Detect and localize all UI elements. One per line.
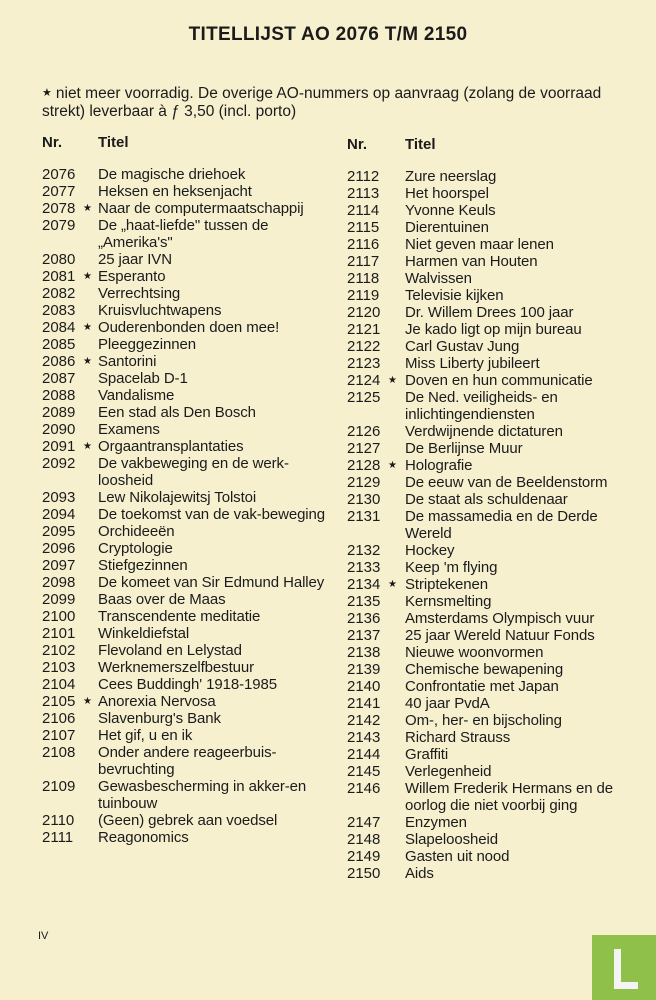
list-item bbox=[347, 542, 647, 559]
column-header bbox=[347, 136, 647, 156]
item-number: 2123 bbox=[347, 355, 381, 372]
page-title: TITELLIJST AO 2076 T/M 2150 bbox=[188, 24, 468, 45]
list-item bbox=[42, 744, 342, 778]
item-title: Heksen en heksenjacht bbox=[98, 183, 252, 200]
list-item bbox=[347, 780, 647, 814]
item-number: 2095 bbox=[42, 523, 76, 540]
item-title: Enzymen bbox=[405, 814, 467, 831]
item-number: 2091 bbox=[42, 438, 76, 455]
item-title: Spacelab D-1 bbox=[98, 370, 188, 387]
item-number: 2121 bbox=[347, 321, 381, 338]
list-item bbox=[347, 219, 647, 236]
list-item bbox=[347, 593, 647, 610]
list-item bbox=[347, 627, 647, 644]
item-number: 2106 bbox=[42, 710, 76, 727]
item-title: Televisie kijken bbox=[405, 287, 504, 304]
star-icon: ★ bbox=[83, 322, 92, 333]
list-item bbox=[42, 557, 342, 574]
item-number: 2076 bbox=[42, 166, 76, 183]
list-item bbox=[42, 693, 342, 710]
list-item bbox=[42, 608, 342, 625]
list-item bbox=[42, 625, 342, 642]
item-title: Flevoland en Lelystad bbox=[98, 642, 242, 659]
list-item bbox=[347, 372, 647, 389]
item-title: Cryptologie bbox=[98, 540, 173, 557]
item-title: Doven en hun communicatie bbox=[405, 372, 593, 389]
list-item bbox=[347, 304, 647, 321]
item-title: Het gif, u en ik bbox=[98, 727, 193, 744]
item-number: 2085 bbox=[42, 336, 76, 353]
item-title: Werknemerszelfbestuur bbox=[98, 659, 255, 676]
item-number: 2137 bbox=[347, 627, 381, 644]
item-number: 2148 bbox=[347, 831, 381, 848]
item-number: 2145 bbox=[347, 763, 381, 780]
title-list-right bbox=[347, 136, 647, 882]
header-titel: Titel bbox=[405, 136, 436, 153]
list-item bbox=[42, 710, 342, 727]
item-title: De „haat-liefde" tussen de „Amerika's" bbox=[98, 217, 269, 251]
item-number: 2092 bbox=[42, 455, 76, 472]
item-title: Verdwijnende dictaturen bbox=[405, 423, 563, 440]
header-titel: Titel bbox=[98, 134, 129, 151]
item-title: Graffiti bbox=[405, 746, 449, 763]
item-title: Niet geven maar lenen bbox=[405, 236, 554, 253]
item-title: Walvissen bbox=[405, 270, 472, 287]
item-number: 2125 bbox=[347, 389, 381, 406]
list-item bbox=[42, 370, 342, 387]
list-item bbox=[42, 574, 342, 591]
list-item bbox=[347, 202, 647, 219]
item-title: Transcendente meditatie bbox=[98, 608, 261, 625]
item-title: Willem Frederik Hermans en de oorlog die niet voorbij ging bbox=[405, 780, 613, 814]
list-item bbox=[347, 559, 647, 576]
item-title: Een stad als Den Bosch bbox=[98, 404, 256, 421]
item-number: 2093 bbox=[42, 489, 76, 506]
list-item bbox=[42, 404, 342, 421]
item-number: 2120 bbox=[347, 304, 381, 321]
item-title: Hockey bbox=[405, 542, 455, 559]
item-number: 2112 bbox=[347, 168, 380, 185]
list-item bbox=[347, 440, 647, 457]
list-item bbox=[42, 387, 342, 404]
item-number: 2083 bbox=[42, 302, 76, 319]
item-number: 2143 bbox=[347, 729, 381, 746]
item-title: 25 jaar Wereld Natuur Fonds bbox=[405, 627, 595, 644]
item-number: 2096 bbox=[42, 540, 76, 557]
item-number: 2119 bbox=[347, 287, 380, 304]
item-number: 2107 bbox=[42, 727, 76, 744]
item-number: 2129 bbox=[347, 474, 381, 491]
list-item bbox=[347, 746, 647, 763]
item-title: (Geen) gebrek aan voedsel bbox=[98, 812, 278, 829]
item-number: 2116 bbox=[347, 236, 380, 253]
item-number: 2135 bbox=[347, 593, 381, 610]
item-title: Winkeldiefstal bbox=[98, 625, 190, 642]
item-title: Anorexia Nervosa bbox=[98, 693, 216, 710]
list-item bbox=[347, 695, 647, 712]
list-item bbox=[42, 353, 342, 370]
item-number: 2104 bbox=[42, 676, 76, 693]
column-header bbox=[42, 134, 342, 154]
item-title: Kruisvluchtwapens bbox=[98, 302, 222, 319]
item-number: 2089 bbox=[42, 404, 76, 421]
item-title: Nieuwe woonvormen bbox=[405, 644, 544, 661]
item-title: De eeuw van de Beeldenstorm bbox=[405, 474, 608, 491]
item-title: De staat als schuldenaar bbox=[405, 491, 568, 508]
list-item bbox=[42, 319, 342, 336]
item-number: 2108 bbox=[42, 744, 76, 761]
item-number: 2130 bbox=[347, 491, 381, 508]
item-title: Verlegenheid bbox=[405, 763, 492, 780]
list-item bbox=[347, 848, 647, 865]
list-item bbox=[347, 814, 647, 831]
item-title: De vakbeweging en de werk-loosheid bbox=[98, 455, 289, 489]
publisher-logo bbox=[592, 935, 656, 1000]
item-number: 2102 bbox=[42, 642, 76, 659]
item-title: Chemische bewapening bbox=[405, 661, 564, 678]
item-number: 2138 bbox=[347, 644, 381, 661]
list-item bbox=[347, 185, 647, 202]
item-number: 2147 bbox=[347, 814, 381, 831]
item-number: 2150 bbox=[347, 865, 381, 882]
list-item bbox=[347, 321, 647, 338]
item-number: 2134 bbox=[347, 576, 381, 593]
list-item bbox=[42, 268, 342, 285]
item-title: Het hoorspel bbox=[405, 185, 489, 202]
list-item bbox=[347, 253, 647, 270]
item-number: 2136 bbox=[347, 610, 381, 627]
list-item bbox=[42, 506, 342, 523]
list-item bbox=[42, 489, 342, 506]
item-number: 2087 bbox=[42, 370, 76, 387]
item-title: Zure neerslag bbox=[405, 168, 497, 185]
item-title: Richard Strauss bbox=[405, 729, 511, 746]
item-title: De Berlijnse Muur bbox=[405, 440, 523, 457]
list-item bbox=[42, 251, 342, 268]
item-number: 2113 bbox=[347, 185, 380, 202]
item-title: Ouderenbonden doen mee! bbox=[98, 319, 280, 336]
item-title: Pleeggezinnen bbox=[98, 336, 196, 353]
item-number: 2077 bbox=[42, 183, 76, 200]
item-number: 2126 bbox=[347, 423, 381, 440]
item-title: Gewasbescherming in akker-en tuinbouw bbox=[98, 778, 307, 812]
item-title: Miss Liberty jubileert bbox=[405, 355, 540, 372]
list-item bbox=[347, 423, 647, 440]
item-number: 2080 bbox=[42, 251, 76, 268]
item-title: Gasten uit nood bbox=[405, 848, 510, 865]
item-title: De Ned. veiligheids- en inlichtingendiensten bbox=[405, 389, 558, 423]
item-number: 2088 bbox=[42, 387, 76, 404]
list-item bbox=[347, 287, 647, 304]
item-number: 2127 bbox=[347, 440, 381, 457]
list-item bbox=[347, 831, 647, 848]
item-number: 2131 bbox=[347, 508, 381, 525]
item-title: Naar de computermaatschappij bbox=[98, 200, 304, 217]
star-icon: ★ bbox=[388, 460, 397, 471]
list-item bbox=[347, 644, 647, 661]
item-number: 2090 bbox=[42, 421, 76, 438]
item-title: Lew Nikolajewitsj Tolstoi bbox=[98, 489, 257, 506]
item-number: 2099 bbox=[42, 591, 76, 608]
item-number: 2132 bbox=[347, 542, 381, 559]
item-number: 2139 bbox=[347, 661, 381, 678]
list-item bbox=[42, 778, 342, 812]
list-item bbox=[347, 236, 647, 253]
item-number: 2117 bbox=[347, 253, 380, 270]
list-item bbox=[42, 591, 342, 608]
item-number: 2097 bbox=[42, 557, 76, 574]
star-icon: ★ bbox=[388, 579, 397, 590]
item-title: Esperanto bbox=[98, 268, 166, 285]
item-title: Keep 'm flying bbox=[405, 559, 498, 576]
item-title: Je kado ligt op mijn bureau bbox=[405, 321, 582, 338]
item-number: 2079 bbox=[42, 217, 76, 234]
list-item bbox=[42, 659, 342, 676]
list-item bbox=[347, 763, 647, 780]
item-title: Slapeloosheid bbox=[405, 831, 498, 848]
list-item bbox=[347, 338, 647, 355]
item-number: 2115 bbox=[347, 219, 380, 236]
header-nr: Nr. bbox=[42, 134, 63, 151]
item-title: Harmen van Houten bbox=[405, 253, 538, 270]
list-item bbox=[347, 168, 647, 185]
list-item bbox=[42, 540, 342, 557]
list-item bbox=[347, 355, 647, 372]
item-number: 2122 bbox=[347, 338, 381, 355]
item-number: 2111 bbox=[42, 829, 74, 846]
star-icon: ★ bbox=[83, 271, 92, 282]
list-item bbox=[42, 455, 342, 489]
item-title: Orgaantransplantaties bbox=[98, 438, 244, 455]
title-list-left bbox=[42, 134, 342, 846]
item-title: Om-, her- en bijscholing bbox=[405, 712, 562, 729]
list-item bbox=[347, 474, 647, 491]
item-number: 2084 bbox=[42, 319, 76, 336]
list-item bbox=[347, 457, 647, 474]
star-icon: ★ bbox=[83, 696, 92, 707]
item-title: Dr. Willem Drees 100 jaar bbox=[405, 304, 574, 321]
item-number: 2140 bbox=[347, 678, 381, 695]
item-title: Reagonomics bbox=[98, 829, 189, 846]
item-title: Holografie bbox=[405, 457, 473, 474]
star-icon: ★ bbox=[83, 356, 92, 367]
item-number: 2146 bbox=[347, 780, 381, 797]
item-title: De komeet van Sir Edmund Halley bbox=[98, 574, 325, 591]
item-title: Verrechtsing bbox=[98, 285, 181, 302]
item-number: 2114 bbox=[347, 202, 380, 219]
list-item bbox=[347, 865, 647, 882]
item-number: 2110 bbox=[42, 812, 75, 829]
list-item bbox=[347, 389, 647, 423]
list-item bbox=[347, 712, 647, 729]
list-item bbox=[347, 729, 647, 746]
item-title: Stiefgezinnen bbox=[98, 557, 188, 574]
item-title: Aids bbox=[405, 865, 434, 882]
item-title: Kernsmelting bbox=[405, 593, 492, 610]
item-title: Onder andere reageerbuis-bevruchting bbox=[98, 744, 277, 778]
item-title: Confrontatie met Japan bbox=[405, 678, 559, 695]
item-number: 2103 bbox=[42, 659, 76, 676]
star-icon: ★ bbox=[83, 441, 92, 452]
list-item bbox=[42, 302, 342, 319]
item-number: 2118 bbox=[347, 270, 380, 287]
item-number: 2141 bbox=[347, 695, 381, 712]
item-number: 2105 bbox=[42, 693, 76, 710]
availability-note bbox=[42, 84, 638, 121]
list-item bbox=[42, 217, 342, 251]
list-item bbox=[347, 576, 647, 593]
list-item bbox=[347, 508, 647, 542]
list-item bbox=[42, 642, 342, 659]
item-number: 2098 bbox=[42, 574, 76, 591]
item-number: 2142 bbox=[347, 712, 381, 729]
list-item bbox=[42, 183, 342, 200]
item-title: De toekomst van de vak-beweging bbox=[98, 506, 326, 523]
list-item bbox=[347, 678, 647, 695]
header-nr: Nr. bbox=[347, 136, 368, 153]
list-item bbox=[347, 491, 647, 508]
item-title: 25 jaar IVN bbox=[98, 251, 172, 268]
item-number: 2149 bbox=[347, 848, 381, 865]
star-icon: ★ bbox=[83, 203, 92, 214]
item-title: Yvonne Keuls bbox=[405, 202, 496, 219]
list-item bbox=[347, 661, 647, 678]
list-item bbox=[42, 285, 342, 302]
item-title: Vandalisme bbox=[98, 387, 175, 404]
note-text: niet meer voorradig. De overige AO-nummers op aanvraag (zolang de voorraad strekt) leverbaar à ƒ 3,50 (incl. porto) bbox=[42, 85, 602, 120]
list-item bbox=[347, 610, 647, 627]
list-item bbox=[42, 438, 342, 455]
item-title: De massamedia en de Derde Wereld bbox=[405, 508, 598, 542]
list-item bbox=[42, 336, 342, 353]
item-title: Baas over de Maas bbox=[98, 591, 226, 608]
item-title: Dierentuinen bbox=[405, 219, 489, 236]
item-title: Examens bbox=[98, 421, 160, 438]
item-number: 2081 bbox=[42, 268, 76, 285]
item-number: 2144 bbox=[347, 746, 381, 763]
star-icon: ★ bbox=[388, 375, 397, 386]
item-title: 40 jaar PvdA bbox=[405, 695, 490, 712]
list-item bbox=[42, 166, 342, 183]
item-number: 2124 bbox=[347, 372, 381, 389]
item-number: 2100 bbox=[42, 608, 76, 625]
item-number: 2094 bbox=[42, 506, 76, 523]
item-title: Carl Gustav Jung bbox=[405, 338, 520, 355]
item-title: De magische driehoek bbox=[98, 166, 246, 183]
list-item bbox=[42, 676, 342, 693]
item-number: 2086 bbox=[42, 353, 76, 370]
list-item bbox=[42, 200, 342, 217]
page-number: IV bbox=[38, 930, 49, 942]
list-item bbox=[42, 829, 342, 846]
item-title: Cees Buddingh' 1918-1985 bbox=[98, 676, 277, 693]
item-title: Santorini bbox=[98, 353, 157, 370]
list-item bbox=[42, 421, 342, 438]
item-title: Striptekenen bbox=[405, 576, 489, 593]
list-item bbox=[42, 727, 342, 744]
item-number: 2078 bbox=[42, 200, 76, 217]
star-icon: ★ bbox=[42, 87, 52, 99]
item-title: Orchideeën bbox=[98, 523, 175, 540]
list-item bbox=[42, 523, 342, 540]
list-item bbox=[347, 270, 647, 287]
item-number: 2109 bbox=[42, 778, 76, 795]
item-title: Amsterdams Olympisch vuur bbox=[405, 610, 595, 627]
item-number: 2128 bbox=[347, 457, 381, 474]
item-number: 2133 bbox=[347, 559, 381, 576]
item-title: Slavenburg's Bank bbox=[98, 710, 221, 727]
list-item bbox=[42, 812, 342, 829]
item-number: 2101 bbox=[42, 625, 76, 642]
item-number: 2082 bbox=[42, 285, 76, 302]
